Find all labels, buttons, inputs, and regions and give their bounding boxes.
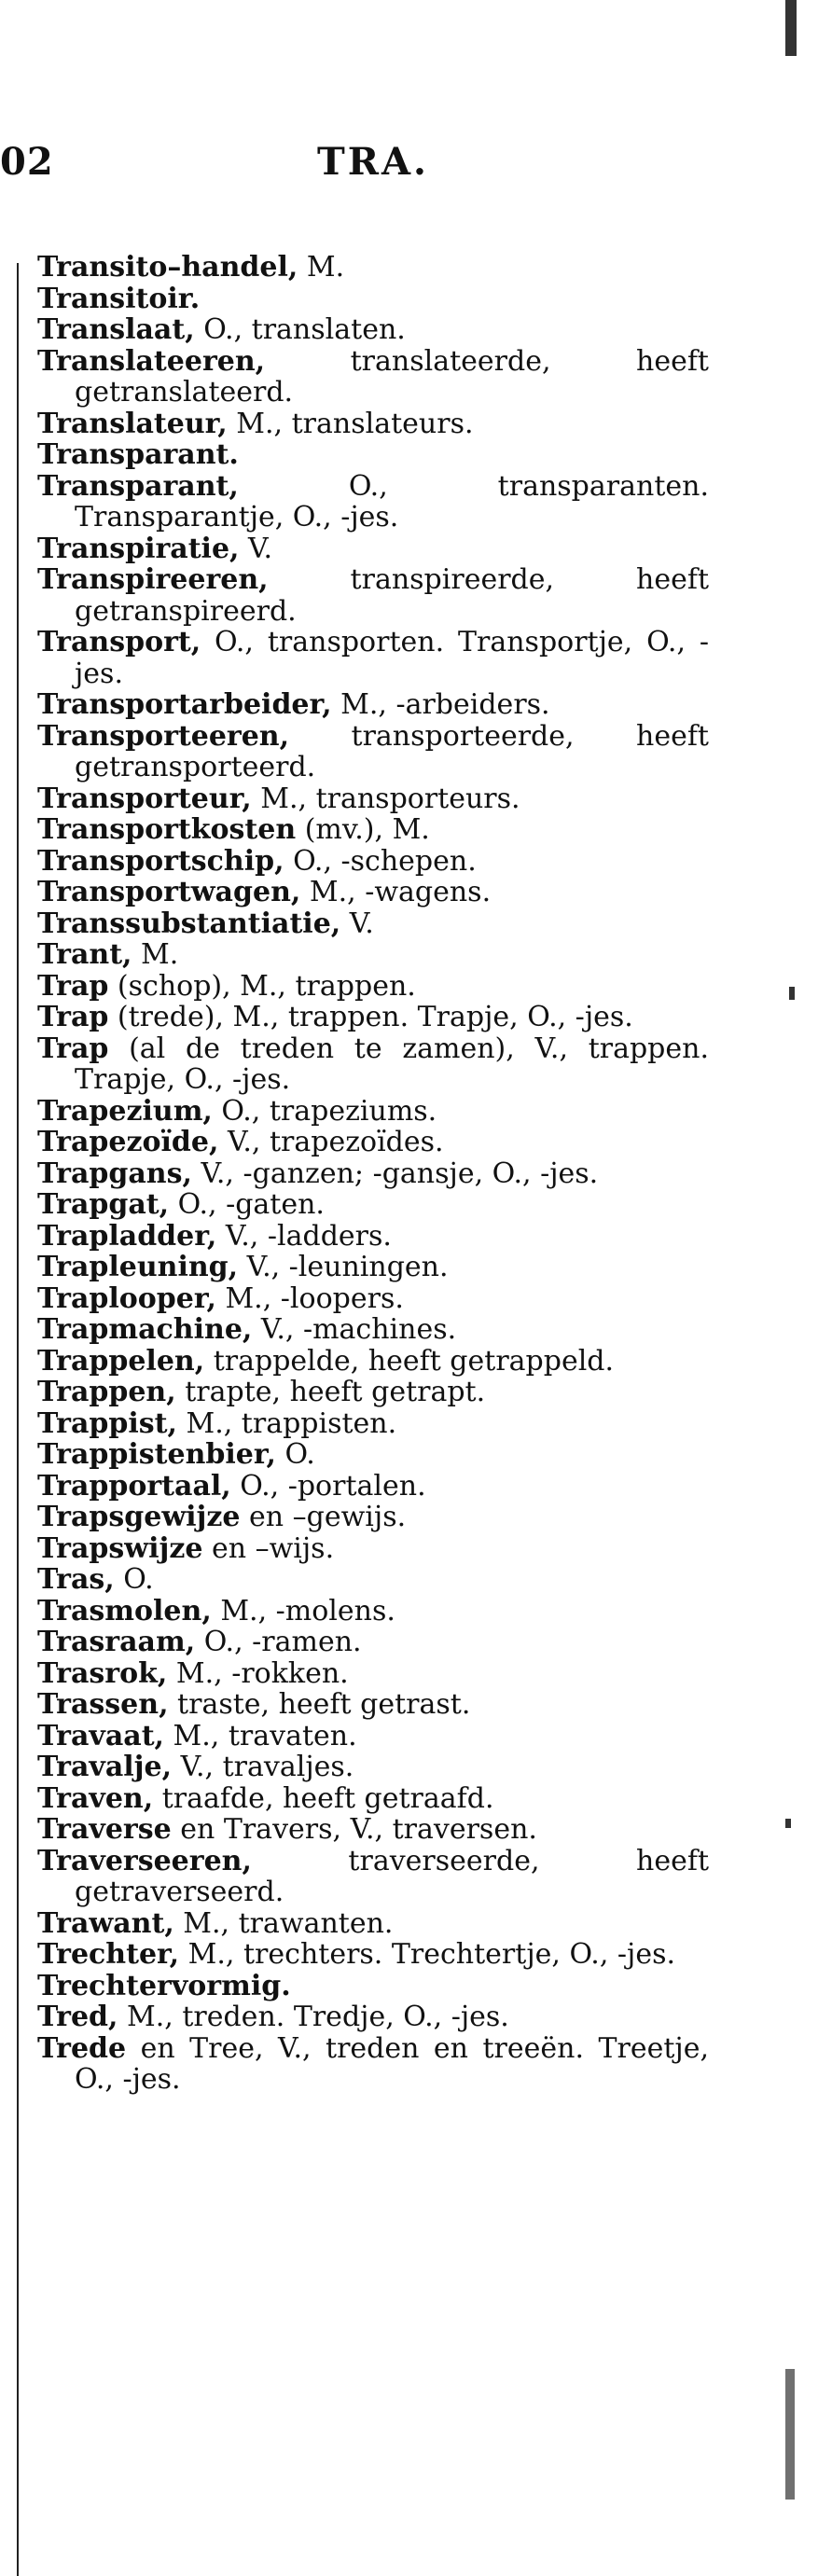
entry-headword: Transportarbeider,	[37, 688, 332, 721]
entry-definition: M., -wagens.	[300, 876, 492, 908]
entry-headword: Translateeren,	[37, 344, 266, 378]
dictionary-entry	[37, 1814, 709, 1846]
entry-definition: M., translateurs.	[227, 407, 474, 440]
dictionary-entry	[37, 877, 709, 908]
entry-headword: Tred,	[37, 2001, 118, 2033]
entry-headword: Transpiratie,	[37, 532, 240, 565]
entry-definition: traste, heeft getrast.	[168, 1688, 471, 1721]
dictionary-entry	[37, 564, 709, 627]
entry-headword: Transport,	[37, 626, 201, 658]
entry-headword: Transparant,	[37, 469, 239, 503]
dictionary-entry	[37, 1939, 709, 1971]
entry-definition: V., travaljes.	[172, 1751, 354, 1783]
entry-definition: O.	[275, 1438, 315, 1471]
dictionary-entry	[37, 627, 709, 689]
dictionary-entry	[37, 1783, 709, 1815]
entry-definition: M., trawanten.	[173, 1906, 394, 1940]
dictionary-entry	[37, 1908, 709, 1940]
dictionary-entry	[37, 2033, 709, 2096]
entry-headword: Trechtervormig.	[37, 1969, 291, 2002]
entry-definition: (al de treden te zamen), V., trappen. Trapje, O., -jes.	[75, 1032, 709, 1096]
entry-definition: V., trapezoïdes.	[218, 1126, 444, 1158]
dictionary-entry	[37, 783, 709, 815]
entry-headword: Traverse	[37, 1813, 172, 1846]
entry-headword: Trawant,	[37, 1906, 174, 1940]
entry-headword: Translaat,	[37, 313, 195, 346]
entry-definition: O.	[114, 1563, 154, 1596]
entry-definition: transpireerde, heeft getranspireerd.	[75, 563, 709, 628]
dictionary-entry	[37, 1283, 709, 1315]
dictionary-entry	[37, 1377, 709, 1408]
dictionary-entry	[37, 471, 709, 533]
entry-definition: V.	[340, 907, 374, 940]
entry-headword: Transportschip,	[37, 844, 284, 878]
entry-headword: Transpireeren,	[37, 563, 269, 596]
entry-headword: Traverseeren,	[37, 1844, 252, 1877]
entry-definition: O., transporten. Transportje, O., -jes.	[75, 626, 709, 690]
entry-definition: transporteerde, heeft getransporteerd.	[75, 719, 709, 783]
dictionary-entry	[37, 2001, 709, 2033]
entry-headword: Travalje,	[37, 1751, 173, 1783]
entry-headword: Trapezium,	[37, 1094, 213, 1128]
dictionary-entry	[37, 1471, 709, 1503]
entry-headword: Translateur,	[37, 407, 228, 440]
entry-headword: Trasraam,	[37, 1626, 196, 1658]
entry-definition: (schop), M., trappen.	[108, 969, 416, 1003]
dictionary-entry	[37, 1408, 709, 1440]
entry-definition: M., transporteurs.	[251, 782, 520, 815]
entry-headword: Trapgat,	[37, 1188, 170, 1221]
dictionary-entry	[37, 1127, 709, 1158]
dictionary-entry	[37, 1564, 709, 1596]
entry-headword: Trede	[37, 2031, 127, 2065]
dictionary-entry	[37, 1971, 709, 2002]
entry-definition: (trede), M., trappen. Trapje, O., -jes.	[108, 1001, 633, 1033]
entry-headword: Transito–handel,	[37, 251, 298, 284]
dictionary-entry	[37, 1346, 709, 1378]
scan-mark-lower	[785, 1819, 791, 1828]
entry-definition: M., treden. Tredje, O., -jes.	[118, 2001, 509, 2033]
dictionary-entry	[37, 689, 709, 721]
entry-definition: en Travers, V., traversen.	[171, 1813, 537, 1846]
dictionary-entry	[37, 1221, 709, 1253]
entry-definition: M., -loopers.	[215, 1281, 404, 1315]
dictionary-entry	[37, 1314, 709, 1346]
entry-definition: O., -schepen.	[284, 844, 477, 878]
entry-definition: O., translaten.	[194, 313, 406, 346]
entry-definition: M., travaten.	[164, 1719, 357, 1752]
dictionary-entry	[37, 1627, 709, 1658]
dictionary-entry	[37, 1439, 709, 1471]
entry-headword: Trassen,	[37, 1688, 169, 1721]
entry-headword: Trapleuning,	[37, 1251, 239, 1283]
dictionary-entry	[37, 1596, 709, 1627]
entry-definition: M.	[298, 251, 345, 284]
entry-definition: O., -gaten.	[169, 1188, 325, 1221]
dictionary-entry	[37, 1002, 709, 1033]
entry-definition: en –wijs.	[202, 1531, 335, 1565]
dictionary-entry	[37, 1252, 709, 1283]
entry-headword: Trappistenbier,	[37, 1438, 276, 1471]
entry-definition: translateerde, heeft getranslateerd.	[75, 344, 709, 409]
entry-headword: Trasrok,	[37, 1656, 168, 1690]
entry-headword: Transporteeren,	[37, 719, 290, 753]
entry-definition: V., -ganzen; -gansje, O., -jes.	[191, 1156, 599, 1190]
entry-definition: M., -molens.	[211, 1594, 395, 1627]
entry-headword: Trappist,	[37, 1406, 177, 1440]
dictionary-entry	[37, 252, 709, 284]
entry-definition: M.	[132, 938, 179, 971]
entry-definition: en –gewijs.	[240, 1501, 407, 1533]
entry-headword: Transitoir.	[37, 282, 201, 315]
entry-definition: trapte, heeft getrapt.	[175, 1376, 486, 1408]
entry-headword: Tras,	[37, 1563, 115, 1596]
entry-headword: Trappelen,	[37, 1344, 205, 1378]
entry-definition: en Tree, V., treden en treeën. Treetje, O., -jes.	[75, 2031, 709, 2096]
entry-definition: V., -leuningen.	[238, 1251, 449, 1283]
entry-definition: M., -rokken.	[167, 1656, 349, 1690]
entry-headword: Trapladder,	[37, 1219, 217, 1253]
entry-headword: Trapswijze	[37, 1531, 203, 1565]
entry-headword: Trappen,	[37, 1376, 176, 1408]
entry-headword: Trapsgewijze	[37, 1501, 241, 1533]
entry-definition: traverseerde, heeft getraverseerd.	[75, 1844, 709, 1908]
dictionary-entry	[37, 846, 709, 878]
dictionary-entry	[37, 409, 709, 440]
entry-headword: Trapportaal,	[37, 1469, 231, 1503]
entry-headword: Trap	[37, 969, 109, 1003]
running-head: TRA.	[317, 140, 429, 184]
scan-mark-bottom	[785, 2369, 795, 2500]
dictionary-entry	[37, 1689, 709, 1721]
dictionary-entry	[37, 1533, 709, 1565]
dictionary-entry	[37, 439, 709, 471]
entry-definition: M., trechters. Trechtertje, O., -jes.	[179, 1938, 676, 1971]
entry-headword: Transportkosten	[37, 813, 297, 846]
scan-mark-top	[785, 0, 797, 56]
entry-definition: O., -portalen.	[230, 1469, 426, 1503]
column-rule	[17, 263, 19, 2576]
entry-headword: Transparant.	[37, 438, 239, 471]
entry-definition: trappelde, heeft getrappeld.	[204, 1344, 615, 1378]
dictionary-entry	[37, 814, 709, 846]
entry-definition: O., transparanten. Transparantje, O., -jes.	[75, 469, 709, 533]
entry-headword: Trant,	[37, 938, 132, 971]
entry-headword: Trechter,	[37, 1938, 180, 1971]
dictionary-entry	[37, 346, 709, 409]
entry-headword: Traplooper,	[37, 1281, 216, 1315]
dictionary-entry	[37, 1033, 709, 1096]
page-number: 02	[0, 140, 54, 184]
entry-headword: Transporteur,	[37, 782, 252, 815]
entry-definition: V., -machines.	[252, 1313, 457, 1346]
dictionary-entry	[37, 1658, 709, 1690]
entry-headword: Trapmachine,	[37, 1313, 253, 1346]
entry-headword: Transsubstantiatie,	[37, 907, 341, 940]
entry-headword: Trap	[37, 1001, 109, 1033]
dictionary-entry	[37, 908, 709, 940]
entry-definition: V.	[239, 532, 272, 565]
entry-definition: O., trapeziums.	[212, 1094, 437, 1128]
entry-headword: Trapezoïde,	[37, 1126, 219, 1158]
dictionary-entry	[37, 721, 709, 783]
dictionary-entry	[37, 1096, 709, 1128]
dictionary-entry	[37, 1752, 709, 1783]
dictionary-entry	[37, 1502, 709, 1533]
dictionary-entry	[37, 939, 709, 971]
entry-headword: Trasmolen,	[37, 1594, 212, 1627]
entry-definition: O., -ramen.	[195, 1626, 362, 1658]
page-header	[0, 140, 832, 187]
scan-mark-mid	[789, 987, 795, 1000]
entry-definition: M., -arbeiders.	[331, 688, 550, 721]
dictionary-entry	[37, 1158, 709, 1190]
entry-definition: V., -ladders.	[216, 1219, 392, 1253]
entry-definition: (mv.), M.	[296, 813, 430, 846]
entry-headword: Traven,	[37, 1781, 154, 1815]
dictionary-entry	[37, 971, 709, 1003]
dictionary-entry	[37, 284, 709, 315]
dictionary-entry	[37, 1721, 709, 1752]
entry-headword: Travaat,	[37, 1719, 164, 1752]
dictionary-entry	[37, 1846, 709, 1908]
dictionary-entry	[37, 533, 709, 565]
entry-headword: Trap	[37, 1032, 109, 1065]
entry-definition: M., trappisten.	[176, 1406, 397, 1440]
dictionary-entry	[37, 1189, 709, 1221]
dictionary-entries	[37, 252, 709, 2096]
dictionary-entry	[37, 314, 709, 346]
entry-headword: Transportwagen,	[37, 876, 301, 908]
entry-definition: traafde, heeft getraafd.	[153, 1781, 494, 1815]
entry-headword: Trapgans,	[37, 1156, 192, 1190]
